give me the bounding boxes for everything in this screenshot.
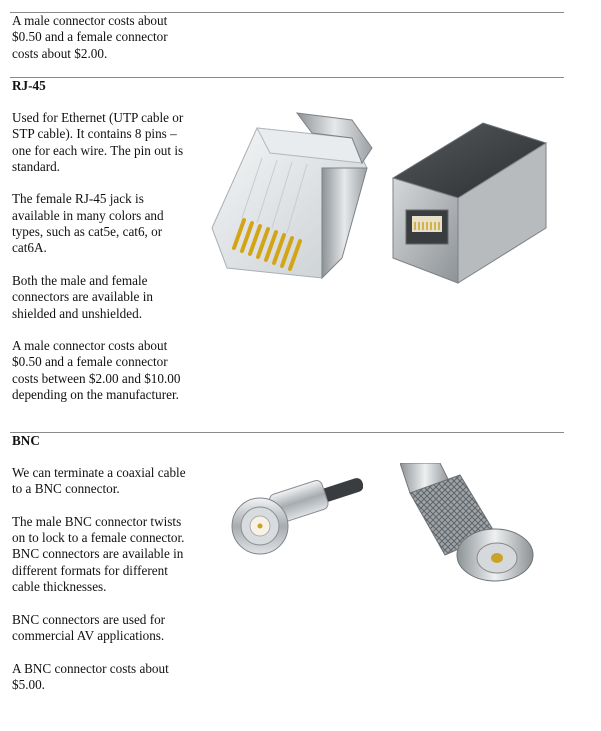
bnc-paragraph: We can terminate a coaxial cable to a BNC connector. — [12, 465, 186, 497]
rj45-paragraph: The female RJ-45 jack is available in many colors and types, such as cat5e, cat6, or cat6A. — [12, 191, 164, 256]
rj45-paragraph: A male connector costs about $0.50 and a female connector costs between $2.00 and $10.00 depending on the manufacturer. — [12, 338, 181, 403]
rj45-paragraph: Used for Ethernet (UTP cable or STP cable). It contains 8 pins – one for each wire. The pin out is standard. — [12, 110, 184, 174]
intro-paragraph: A male connector costs about $0.50 and a female connector costs about $2.00. — [12, 13, 168, 61]
bnc-section-rule — [10, 432, 564, 433]
rj45-paragraph: Both the male and female connectors are available in shielded and unshielded. — [12, 272, 153, 321]
rj45-female-coupler-photo — [388, 118, 550, 286]
bnc-paragraph: BNC connectors are used for commercial AV applications. — [12, 611, 166, 643]
bnc-heading: BNC — [12, 433, 40, 448]
rj45-male-plug-photo — [202, 108, 377, 288]
bnc-male-connector-photo — [218, 466, 363, 578]
bnc-paragraph: The male BNC connector twists on to lock to a female connector. BNC connectors are available in different formats for different cable thicknesses. — [12, 513, 185, 595]
intro-text-block — [12, 13, 190, 78]
bnc-text-block — [12, 465, 190, 709]
rj45-heading: RJ-45 — [12, 78, 46, 93]
bnc-paragraph: A BNC connector costs about $5.00. — [12, 660, 169, 692]
bnc-knurled-connector-photo — [400, 463, 535, 585]
rj45-text-block — [12, 110, 190, 420]
